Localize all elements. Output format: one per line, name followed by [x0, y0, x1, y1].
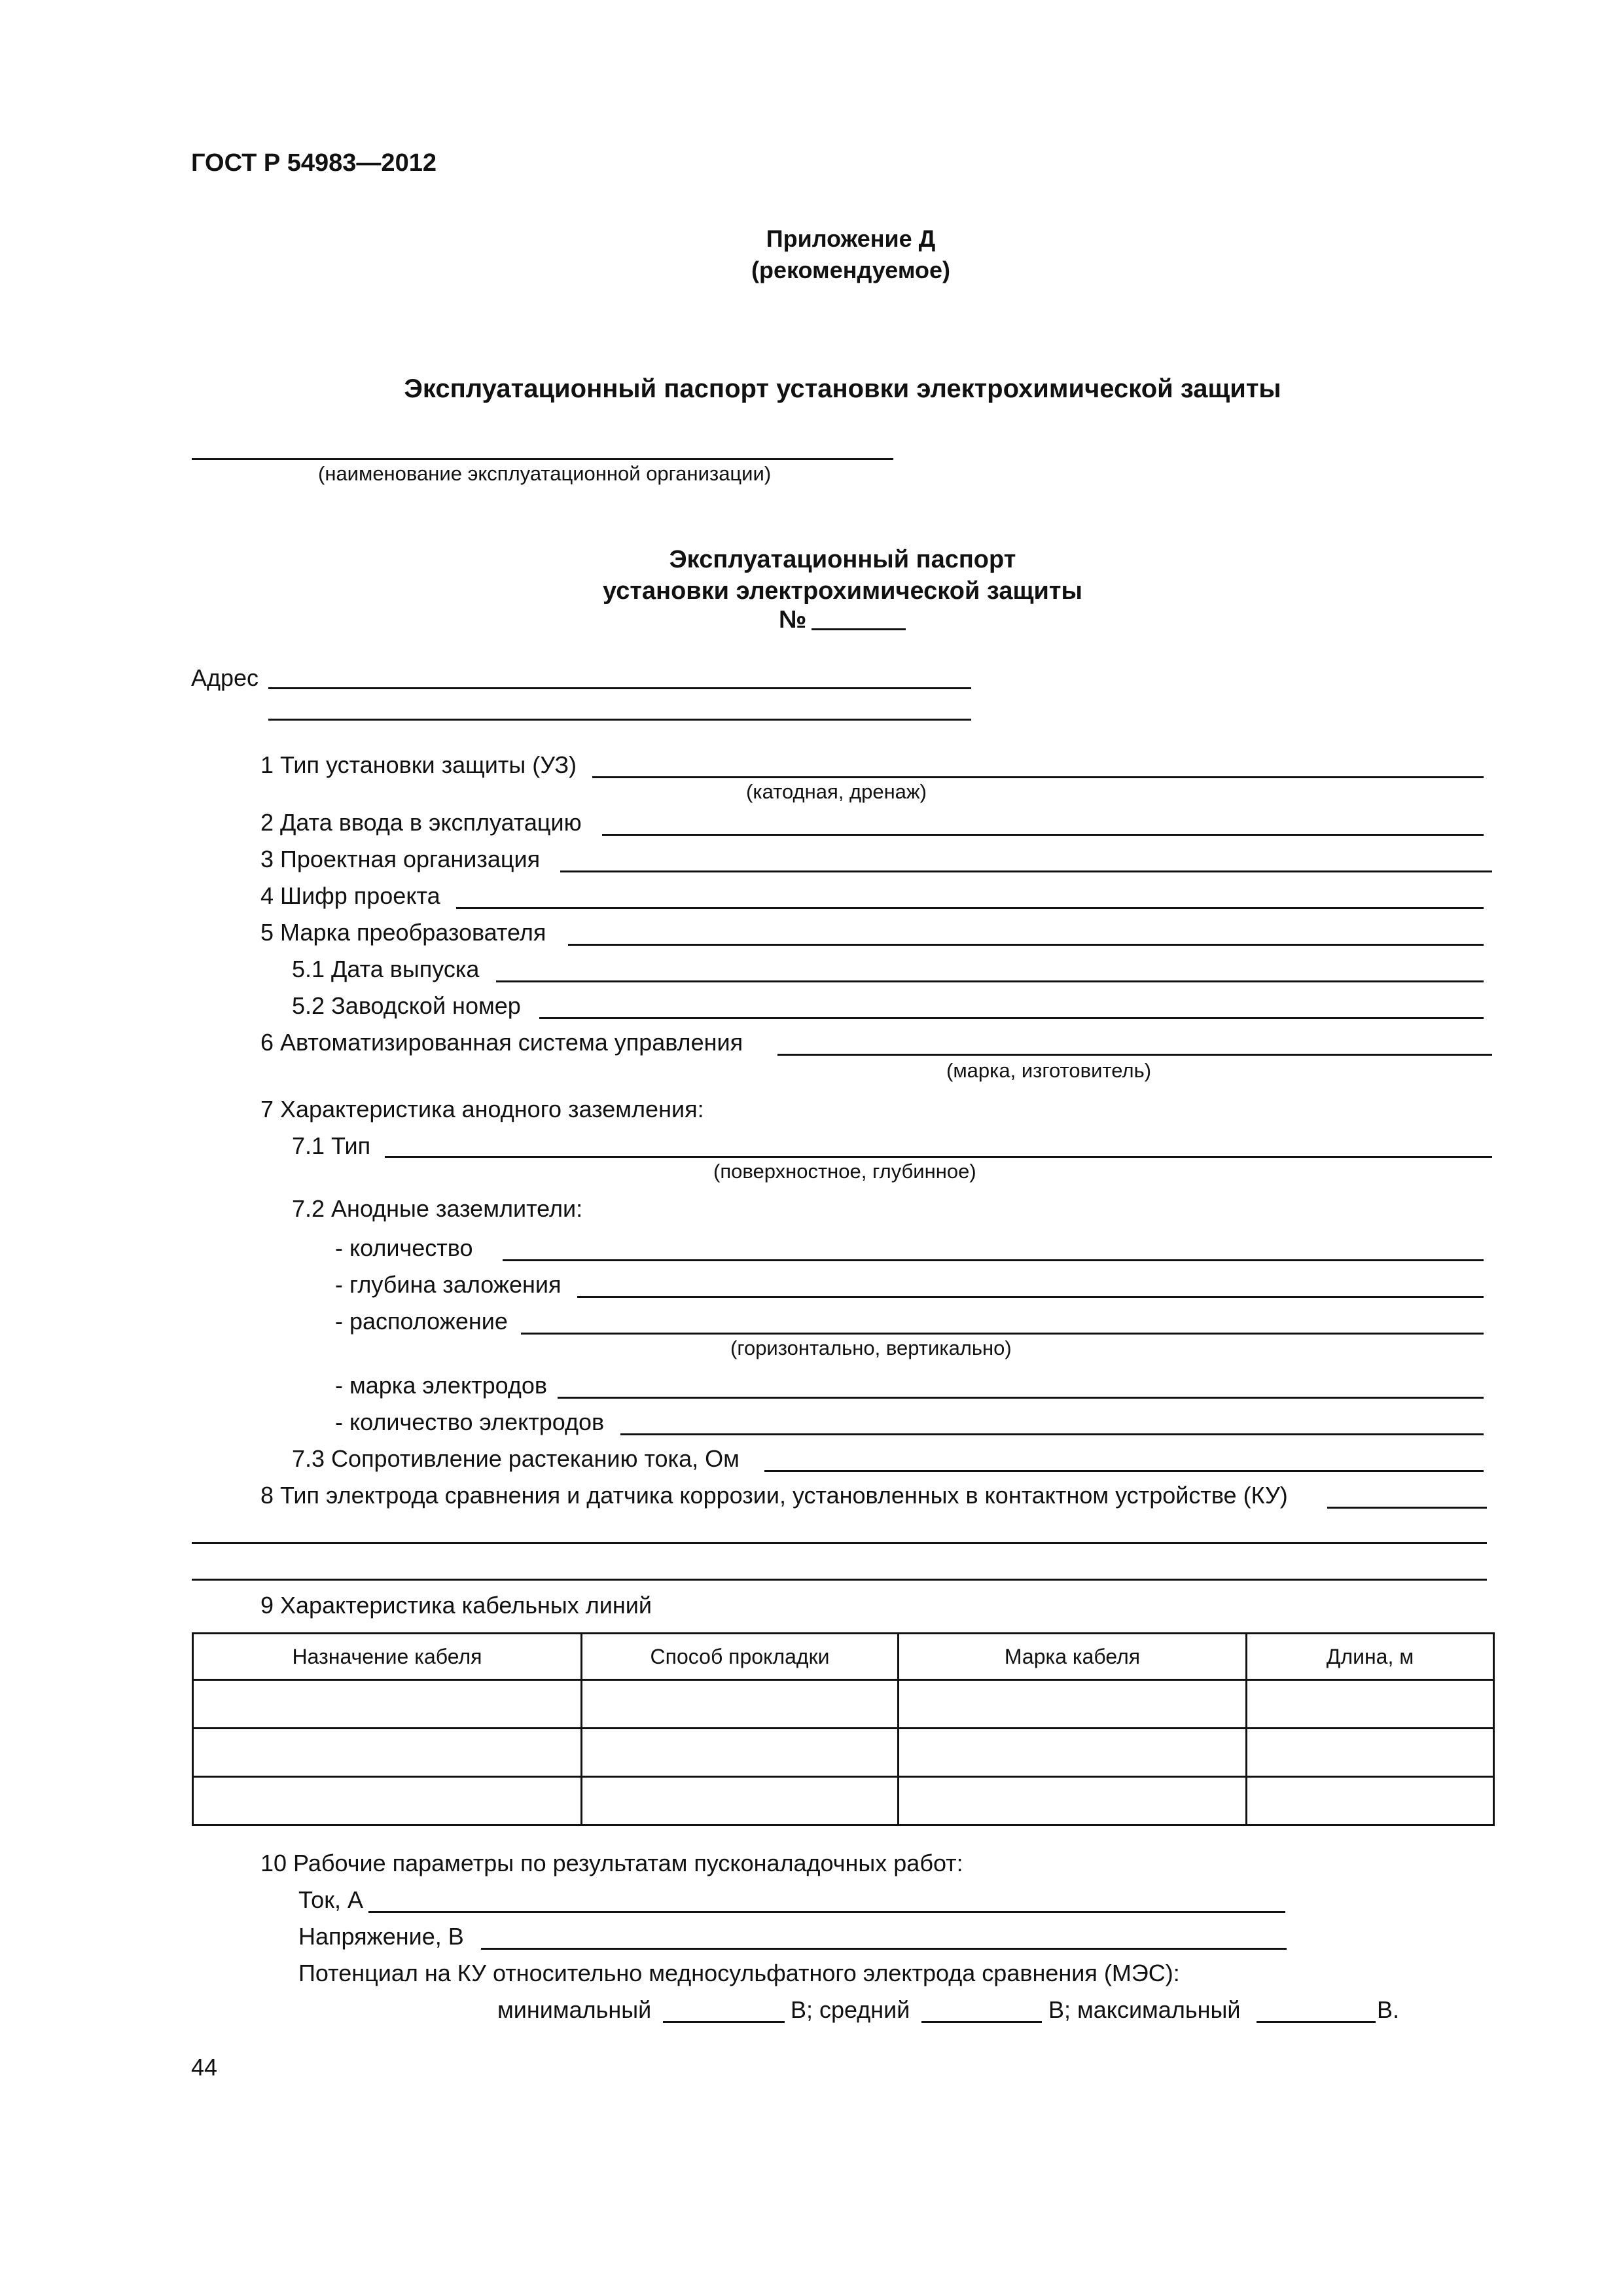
item-1-hint: (катодная, дренаж) [746, 780, 927, 803]
current-label: Ток, А [298, 1886, 363, 1913]
col-cable-brand: Марка кабеля [899, 1634, 1247, 1680]
org-name-line[interactable] [192, 458, 893, 460]
table-row [193, 1777, 1494, 1825]
passport-heading-line2: установки электрохимической защиты [603, 577, 1082, 605]
voltage-field[interactable] [481, 1948, 1287, 1950]
address-line-1[interactable] [268, 687, 971, 689]
item-5-field[interactable] [568, 944, 1484, 946]
anode-depth-field[interactable] [577, 1296, 1484, 1298]
appendix-title: Приложение Д [766, 225, 936, 252]
item-2-label: 2 Дата ввода в эксплуатацию [260, 809, 582, 836]
item-4-label: 4 Шифр проекта [260, 882, 440, 909]
item-4-field[interactable] [456, 907, 1484, 909]
anode-placement-field[interactable] [521, 1333, 1484, 1335]
table-cell[interactable] [582, 1729, 899, 1777]
table-cell[interactable] [582, 1777, 899, 1825]
voltage-label: Напряжение, В [298, 1923, 464, 1950]
electrode-count-label: - количество электродов [335, 1408, 605, 1435]
table-cell[interactable] [899, 1777, 1247, 1825]
table-cell[interactable] [193, 1729, 582, 1777]
item-6-field[interactable] [777, 1054, 1492, 1056]
item-7-1-hint: (поверхностное, глубинное) [713, 1160, 976, 1183]
passport-heading-line1: Эксплуатационный паспорт [669, 546, 1016, 573]
item-8-label: 8 Тип электрода сравнения и датчика коррозии, установленных в контактном устройстве (КУ) [260, 1482, 1288, 1509]
table-cell[interactable] [582, 1680, 899, 1729]
passport-number-field[interactable] [812, 628, 906, 630]
potential-max-field[interactable] [1257, 2021, 1376, 2023]
address-line-2[interactable] [268, 719, 971, 721]
appendix-status: (рекомендуемое) [751, 257, 950, 283]
item-9-label: 9 Характеристика кабельных линий [260, 1592, 652, 1619]
table-cell[interactable] [899, 1729, 1247, 1777]
table-row [193, 1680, 1494, 1729]
table-cell[interactable] [1247, 1729, 1494, 1777]
table-cell[interactable] [1247, 1680, 1494, 1729]
potential-label: Потенциал на КУ относительно медносульфатного электрода сравнения (МЭС): [298, 1960, 1180, 1986]
document-title: Эксплуатационный паспорт установки электрохимической защиты [404, 374, 1281, 403]
item-7-3-label: 7.3 Сопротивление растеканию тока, Ом [292, 1445, 740, 1472]
potential-avg-label: В; средний [791, 1996, 910, 2023]
item-1-field[interactable] [592, 776, 1484, 778]
table-row [193, 1729, 1494, 1777]
item-5-1-field[interactable] [496, 980, 1484, 982]
item-5-1-label: 5.1 Дата выпуска [292, 956, 480, 982]
item-8-field-line-3[interactable] [192, 1579, 1487, 1581]
item-7-1-label: 7.1 Тип [292, 1132, 371, 1159]
potential-max-unit: В. [1377, 1996, 1400, 2023]
item-1-label: 1 Тип установки защиты (УЗ) [260, 751, 577, 778]
potential-max-label: В; максимальный [1048, 1996, 1241, 2023]
col-cable-purpose: Назначение кабеля [193, 1634, 582, 1680]
table-cell[interactable] [1247, 1777, 1494, 1825]
col-length: Длина, м [1247, 1634, 1494, 1680]
item-3-label: 3 Проектная организация [260, 846, 541, 872]
potential-min-field[interactable] [663, 2021, 785, 2023]
item-2-field[interactable] [602, 834, 1484, 836]
page-number: 44 [191, 2054, 218, 2081]
item-8-field-line-2[interactable] [192, 1542, 1487, 1544]
item-7-3-field[interactable] [764, 1470, 1484, 1472]
electrode-brand-field[interactable] [558, 1397, 1484, 1399]
potential-avg-field[interactable] [921, 2021, 1042, 2023]
table-cell[interactable] [193, 1777, 582, 1825]
electrode-brand-label: - марка электродов [335, 1372, 547, 1399]
anode-count-label: - количество [335, 1234, 473, 1261]
table-cell[interactable] [193, 1680, 582, 1729]
address-label: Адрес [191, 664, 259, 691]
item-7-2-label: 7.2 Анодные заземлители: [292, 1195, 583, 1222]
table-header-row [193, 1634, 1494, 1680]
item-5-label: 5 Марка преобразователя [260, 919, 546, 946]
anode-depth-label: - глубина заложения [335, 1271, 562, 1298]
standard-number: ГОСТ Р 54983—2012 [191, 149, 437, 177]
anode-placement-label: - расположение [335, 1308, 508, 1335]
electrode-count-field[interactable] [620, 1433, 1484, 1435]
item-6-label: 6 Автоматизированная система управления [260, 1029, 743, 1056]
passport-number-label: № [779, 606, 807, 634]
cable-lines-table [192, 1632, 1495, 1826]
table-cell[interactable] [899, 1680, 1247, 1729]
anode-placement-hint: (горизонтально, вертикально) [730, 1336, 1012, 1359]
item-5-2-label: 5.2 Заводской номер [292, 992, 521, 1019]
item-6-hint: (марка, изготовитель) [946, 1059, 1152, 1082]
item-5-2-field[interactable] [539, 1017, 1484, 1019]
item-8-field[interactable] [1327, 1507, 1487, 1509]
item-7-label: 7 Характеристика анодного заземления: [260, 1096, 704, 1122]
potential-min-label: минимальный [497, 1996, 652, 2023]
item-10-label: 10 Рабочие параметры по результатам пусконаладочных работ: [260, 1850, 963, 1876]
current-field[interactable] [368, 1911, 1285, 1913]
org-name-hint: (наименование эксплуатационной организации) [318, 462, 772, 485]
anode-count-field[interactable] [503, 1259, 1484, 1261]
col-laying-method: Способ прокладки [582, 1634, 899, 1680]
item-7-1-field[interactable] [385, 1156, 1492, 1158]
item-3-field[interactable] [560, 870, 1492, 872]
